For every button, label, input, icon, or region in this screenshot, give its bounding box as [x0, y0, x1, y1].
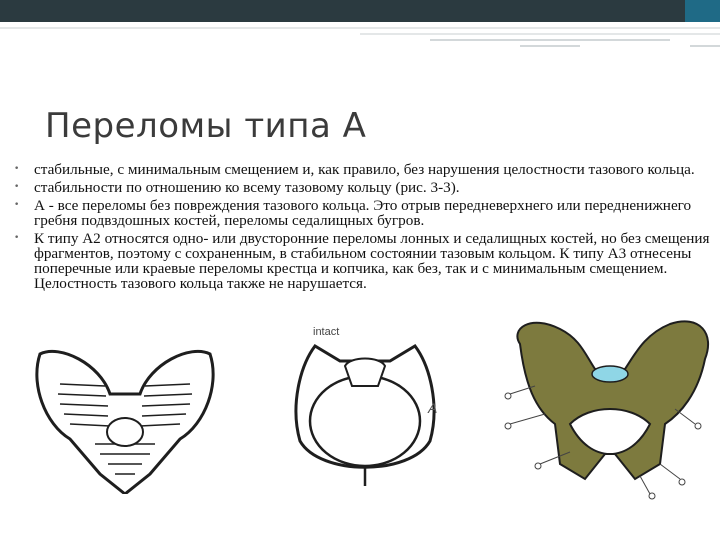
bullet-item: [14, 180, 716, 195]
bullet-item: [14, 162, 716, 177]
bullet-text: стабильные, с минимальным смещением и, как правило, без нарушения целостности тазового кольца.: [34, 161, 695, 178]
type-a-label: A: [428, 400, 438, 416]
intact-label: intact: [313, 326, 340, 338]
slide-title: Переломы типа А: [45, 106, 367, 146]
bullet-glyph: •: [14, 164, 20, 174]
bullet-text: К типу А2 относятся одно- или двусторонние переломы лонных и седалищных костей, но без смещения фрагментов, поэтому с сохраненным, в стабильном состоянии тазовым кольцом. К типу А3 отнесены поперечные или краевые переломы крестца и копчика, как без, так и с минимальным смещением. Целостность тазового кольца также не нарушается.: [34, 230, 710, 292]
bullet-text: А - все переломы без повреждения тазового кольца. Это отрыв передневерхнего или передненижнего гребня подвздошных костей, переломы седалищных бугров.: [34, 197, 692, 229]
bullet-item: [14, 231, 716, 291]
pelvis-diagram-left: [30, 344, 220, 494]
bullet-glyph: •: [14, 233, 20, 243]
bullet-item: [14, 198, 716, 228]
bullet-text: стабильности по отношению ко всему тазовому кольцу (рис. 3-3).: [34, 179, 460, 196]
pelvis-colored-diagram: [500, 304, 720, 524]
bullet-glyph: •: [14, 182, 20, 192]
decorative-lines: [0, 0, 720, 60]
pelvis-diagram-intact: [280, 326, 450, 496]
bullet-list: [14, 162, 716, 294]
bullet-glyph: •: [14, 200, 20, 210]
